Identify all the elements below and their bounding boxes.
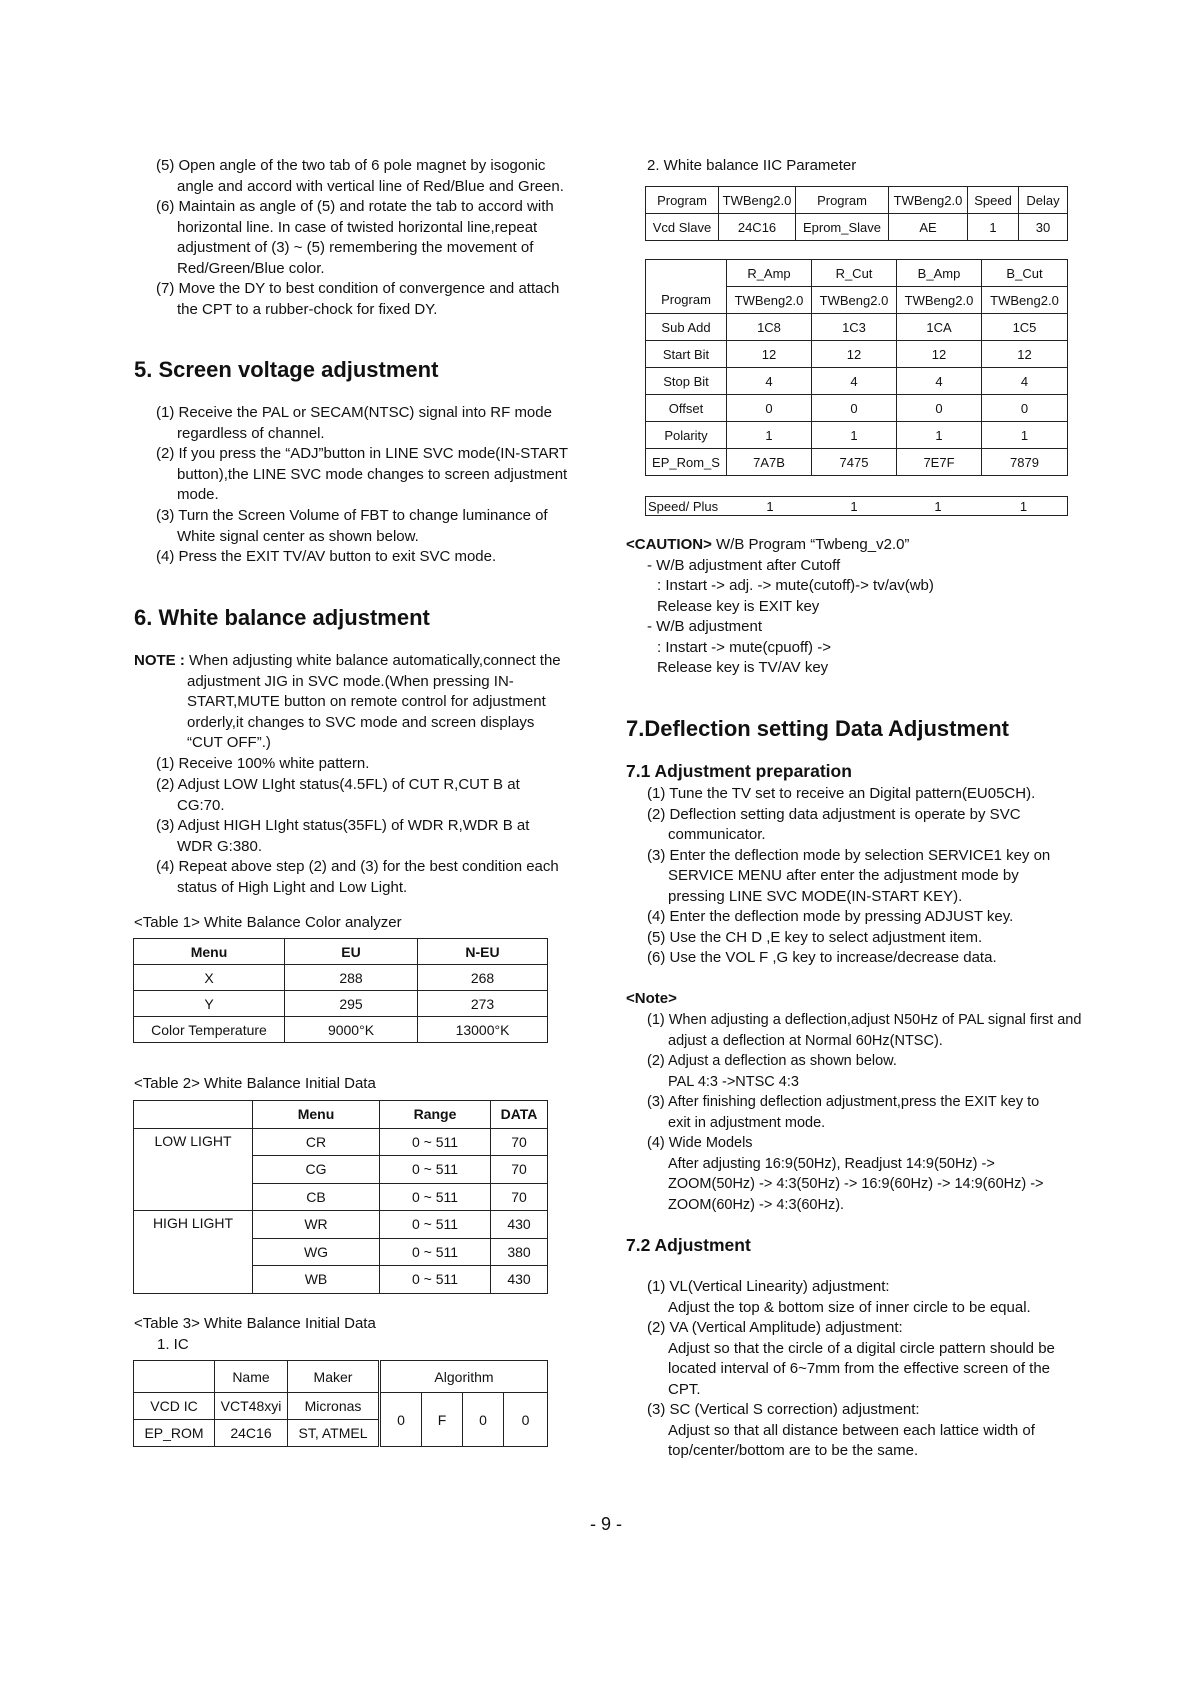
table-row: Start Bit 12 12 12 12 — [646, 341, 1068, 368]
intro-item-6: (6) Maintain as angle of (5) and rotate the tab to accord with horizontal line. In case of twisted horizontal line,repeat adjustment of (3) ~ (5) remembering the movement of Red/Green/Blue color. — [156, 198, 554, 277]
table-header: R_Amp — [727, 260, 812, 287]
table-row: Stop Bit 4 4 4 4 — [646, 368, 1068, 395]
section-5-title: 5. Screen voltage adjustment — [134, 357, 439, 382]
table-row: VCD IC VCT48xyi Micronas 0 F 0 0 — [134, 1393, 548, 1420]
table-row: Sub Add 1C8 1C3 1CA 1C5 — [646, 314, 1068, 341]
note-items: (1) When adjusting a deflection,adjust N50Hz of PAL signal first and adjust a deflection at Normal 60Hz(NTSC). (2) Adjust a deflection as shown below. PAL 4:3 ->NTSC 4:3 (3) After finishing deflection adjustment,press the EXIT key to exit in adjustment mode. (4) Wide Models After adjusting 16:9(50Hz), Readjust 14:9(50Hz) -> ZOOM(50Hz) -> 4:3(50Hz) -> 16:9(60Hz) -> 14:9(60Hz) -> ZOOM(60Hz) -> 4:3(60Hz). — [647, 1012, 1082, 1213]
table-header: Name — [215, 1361, 288, 1393]
table-row: Speed/ Plus 1 1 1 1 — [646, 497, 1068, 516]
sec5-item-4: (4) Press the EXIT TV/AV button to exit SVC mode. — [156, 548, 497, 565]
sec6-note: NOTE : When adjusting white balance automatically,connect the adjustment JIG in SVC mode.(When pressing IN- START,MUTE button on remote control for adjustment orderly,it changes to SVC mode and screen displays “CUT OFF”.) — [134, 652, 561, 751]
caution-block: <CAUTION> W/B Program “Twbeng_v2.0” - W/B adjustment after Cutoff : Instart -> adj. -> mute(cutoff)-> tv/av(wb) Release key is EXIT key - W/B adjustment : Instart -> mute(cpuoff) -> Release key is TV/AV key — [626, 536, 934, 676]
white-balance-initial-table — [133, 1100, 548, 1294]
table1-caption: <Table 1> White Balance Color analyzer — [134, 914, 402, 931]
intro-item-7: (7) Move the DY to best condition of convergence and attach the CPT to a rubber-chock for fixed DY. — [156, 280, 560, 318]
table-header: Maker — [288, 1361, 380, 1393]
section-7-title: 7.Deflection setting Data Adjustment — [626, 716, 1010, 741]
table-row: CB 0 ~ 511 70 — [134, 1183, 548, 1211]
table-header: B_Cut — [982, 260, 1068, 287]
note-label: NOTE : — [134, 652, 185, 669]
intro-item-5: (5) Open angle of the two tab of 6 pole magnet by isogonic angle and accord with vertical line of Red/Blue and Green. — [156, 157, 564, 195]
table3-caption: <Table 3> White Balance Initial Data 1. IC — [134, 1315, 376, 1353]
group-label: HIGH LIGHT — [134, 1211, 253, 1294]
sec6-item-1: (1) Receive 100% white pattern. — [156, 755, 370, 772]
table-header: Algorithm — [380, 1361, 548, 1393]
wb-register-table — [645, 259, 1068, 476]
section-7-2-title: 7.2 Adjustment — [626, 1235, 751, 1255]
section-7-1-title: 7.1 Adjustment preparation — [626, 761, 852, 781]
white-balance-color-table — [133, 938, 548, 1043]
table-row: Polarity 1 1 1 1 — [646, 422, 1068, 449]
table-header: Range — [380, 1101, 491, 1129]
table-header: B_Amp — [897, 260, 982, 287]
sec6-item-3: (3) Adjust HIGH LIght status(35FL) of WDR R,WDR B at WDR G:380. — [156, 817, 530, 855]
table-row: LOW LIGHT CR 0 ~ 511 70 — [134, 1128, 548, 1156]
table-row: Color Temperature 9000°K 13000°K — [134, 1017, 548, 1043]
page-number: - 9 - — [590, 1514, 623, 1534]
table-row: Offset 0 0 0 0 — [646, 395, 1068, 422]
sec71-items: (1) Tune the TV set to receive an Digital pattern(EU05CH). (2) Deflection setting data adjustment is operate by SVC communicator. (3) Enter the deflection mode by selection SERVICE1 key on SERVICE MENU after enter the adjustment mode by pressing LINE SVC MODE(IN-START KEY). (4) Enter the deflection mode by pressing ADJUST key. (5) Use the CH D ,E key to select adjustment item. (6) Use the VOL F ,G key to increase/decrease data. — [647, 785, 1051, 966]
sec5-item-1: (1) Receive the PAL or SECAM(NTSC) signal into RF mode regardless of channel. — [156, 404, 552, 442]
group-label: LOW LIGHT — [134, 1128, 253, 1211]
table-row: HIGH LIGHT WR 0 ~ 511 430 — [134, 1211, 548, 1239]
caution-label: <CAUTION> — [626, 536, 712, 553]
sec6-item-2: (2) Adjust LOW LIght status(4.5FL) of CUT R,CUT B at CG:70. — [156, 776, 520, 814]
ic-table — [133, 1360, 548, 1447]
table-row: EP_Rom_S 7A7B 7475 7E7F 7879 — [646, 449, 1068, 476]
table-row: WG 0 ~ 511 380 — [134, 1238, 548, 1266]
note-title: <Note> — [626, 990, 677, 1007]
speed-plus-row — [645, 496, 1068, 516]
sec5-item-3: (3) Turn the Screen Volume of FBT to change luminance of White signal center as shown below. — [156, 507, 548, 545]
table-row: Program TWBeng2.0 Program TWBeng2.0 Speed Delay — [646, 187, 1068, 214]
table-row: Program TWBeng2.0 TWBeng2.0 TWBeng2.0 TWBeng2.0 — [646, 287, 1068, 314]
table-header: N-EU — [418, 939, 548, 965]
sec5-item-2: (2) If you press the “ADJ”button in LINE SVC mode(IN-START button),the LINE SVC mode changes to screen adjustment mode. — [156, 445, 569, 503]
table-row: Y 295 273 — [134, 991, 548, 1017]
table-header: EU — [285, 939, 418, 965]
sec72-items: (1) VL(Vertical Linearity) adjustment: Adjust the top & bottom size of inner circle to be equal. (2) VA (Vertical Amplitude) adjustment: Adjust so that the circle of a digital circle pattern should be located interval of 6~7mm from the effective screen of the CPT. (3) SC (Vertical S correction) adjustment: Adjust so that all distance between each lattice width of top/center/bottom are to be the same. — [647, 1278, 1055, 1459]
table-header: Menu — [134, 939, 285, 965]
table-row: WB 0 ~ 511 430 — [134, 1266, 548, 1294]
table2-caption: <Table 2> White Balance Initial Data — [134, 1075, 376, 1092]
section-6-title: 6. White balance adjustment — [134, 605, 430, 630]
iic-title: 2. White balance IIC Parameter — [647, 157, 857, 174]
table-header: DATA — [491, 1101, 548, 1129]
table-header: R_Cut — [812, 260, 897, 287]
table-row: CG 0 ~ 511 70 — [134, 1156, 548, 1184]
table-header: Menu — [253, 1101, 380, 1129]
table-row: Vcd Slave 24C16 Eprom_Slave AE 1 30 — [646, 214, 1068, 241]
iic-parameter-table — [645, 186, 1068, 241]
table-row: EP_ROM 24C16 ST, ATMEL — [134, 1420, 548, 1447]
sec6-item-4: (4) Repeat above step (2) and (3) for the best condition each status of High Light and Low Light. — [156, 858, 559, 896]
table-row: X 288 268 — [134, 965, 548, 991]
